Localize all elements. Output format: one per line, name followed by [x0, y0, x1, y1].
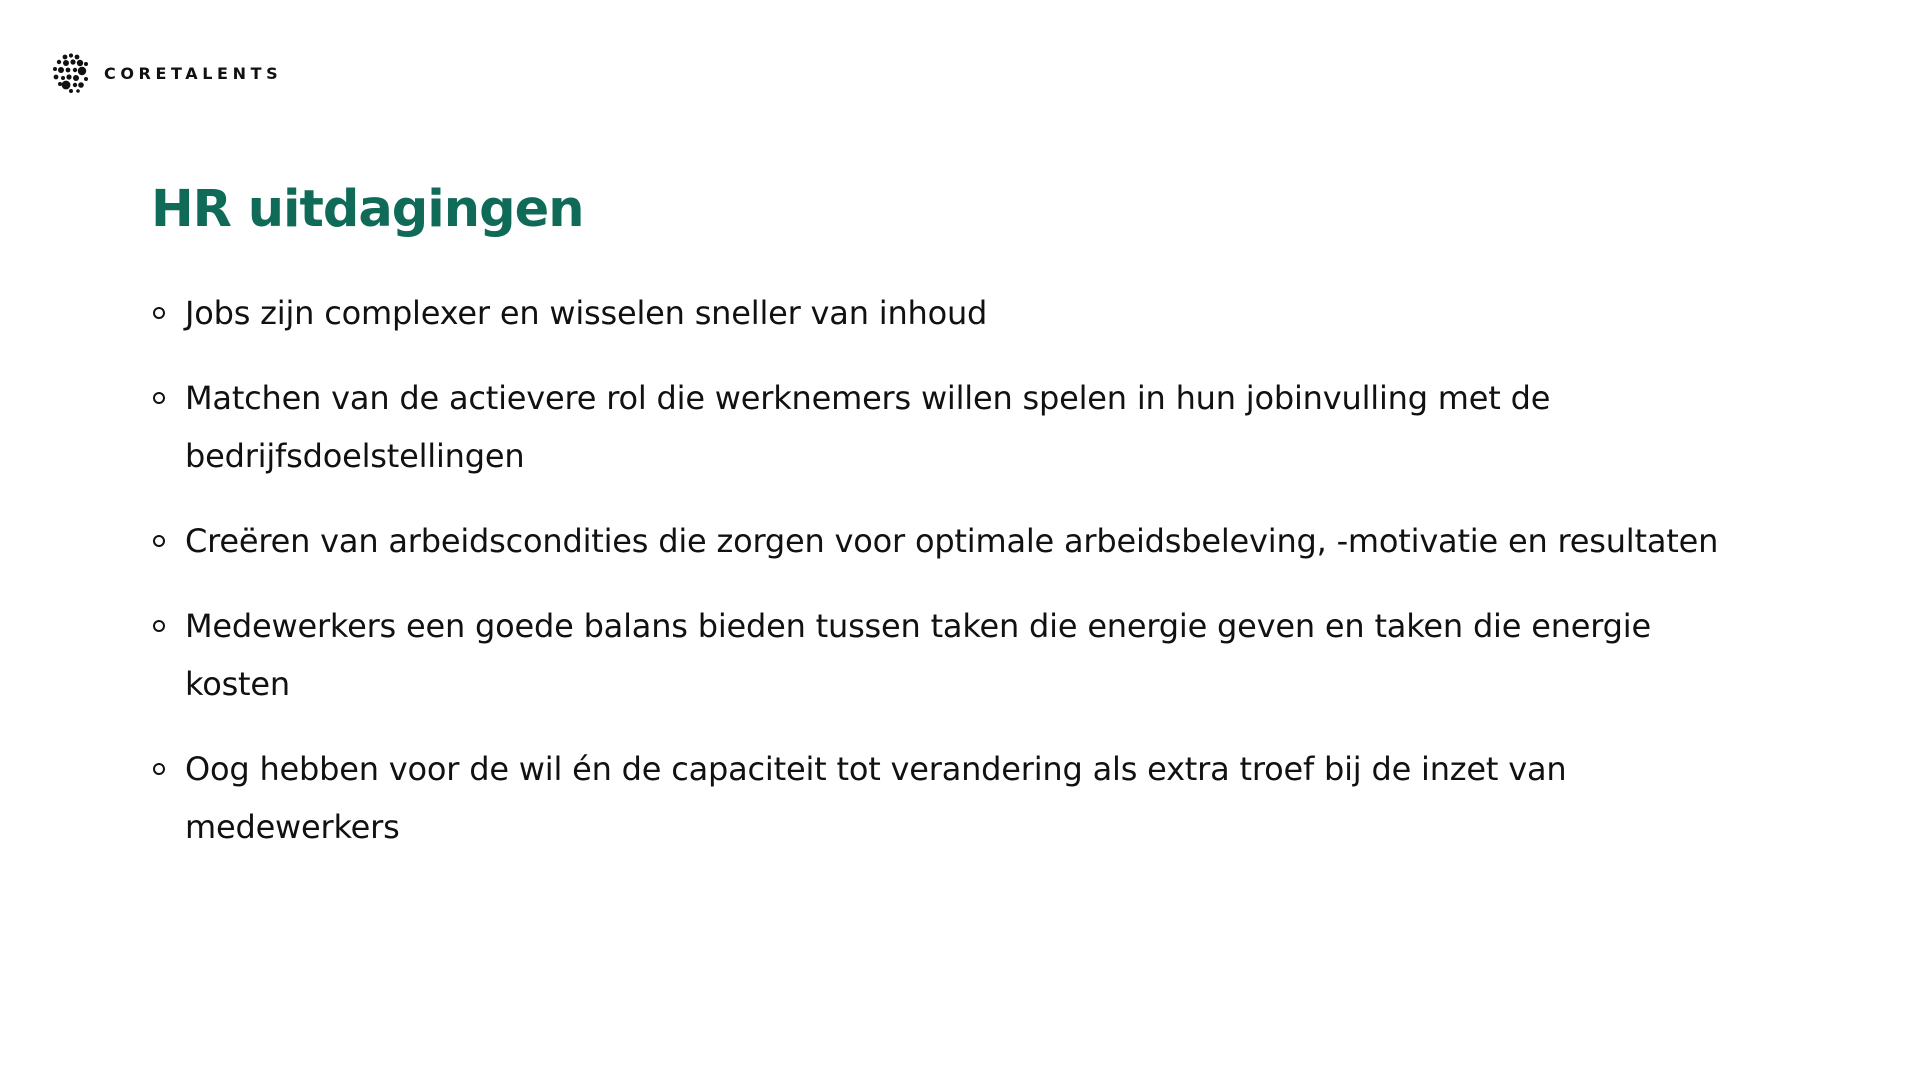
bullet-text: Matchen van de actievere rol die werknemers willen spelen in hun jobinvulling met de bedrijfsdoelstellingen: [185, 379, 1551, 475]
list-item: [151, 369, 1751, 485]
circle-bullet-icon: [153, 392, 165, 404]
bullet-text: Creëren van arbeidscondities die zorgen voor optimale arbeidsbeleving, -motivatie en resultaten: [185, 522, 1719, 560]
circle-bullet-icon: [153, 763, 165, 775]
list-item: [151, 284, 1751, 342]
list-item: [151, 597, 1751, 713]
list-item: [151, 512, 1751, 570]
circle-bullet-icon: [153, 620, 165, 632]
slide-title: HR uitdagingen: [151, 180, 584, 239]
bullet-list: [151, 284, 1751, 883]
bullet-text: Jobs zijn complexer en wisselen sneller van inhoud: [185, 294, 988, 332]
circle-bullet-icon: [153, 307, 165, 319]
dot-cluster-logo-icon: [50, 52, 92, 94]
list-item: [151, 740, 1751, 856]
coretalents-logo: [50, 53, 282, 93]
logo-wordmark: CORETALENTS: [104, 63, 283, 83]
bullet-text: Oog hebben voor de wil én de capaciteit tot verandering als extra troef bij de inzet van medewerkers: [185, 750, 1567, 846]
circle-bullet-icon: [153, 535, 165, 547]
bullet-text: Medewerkers een goede balans bieden tussen taken die energie geven en taken die energie kosten: [185, 607, 1651, 703]
